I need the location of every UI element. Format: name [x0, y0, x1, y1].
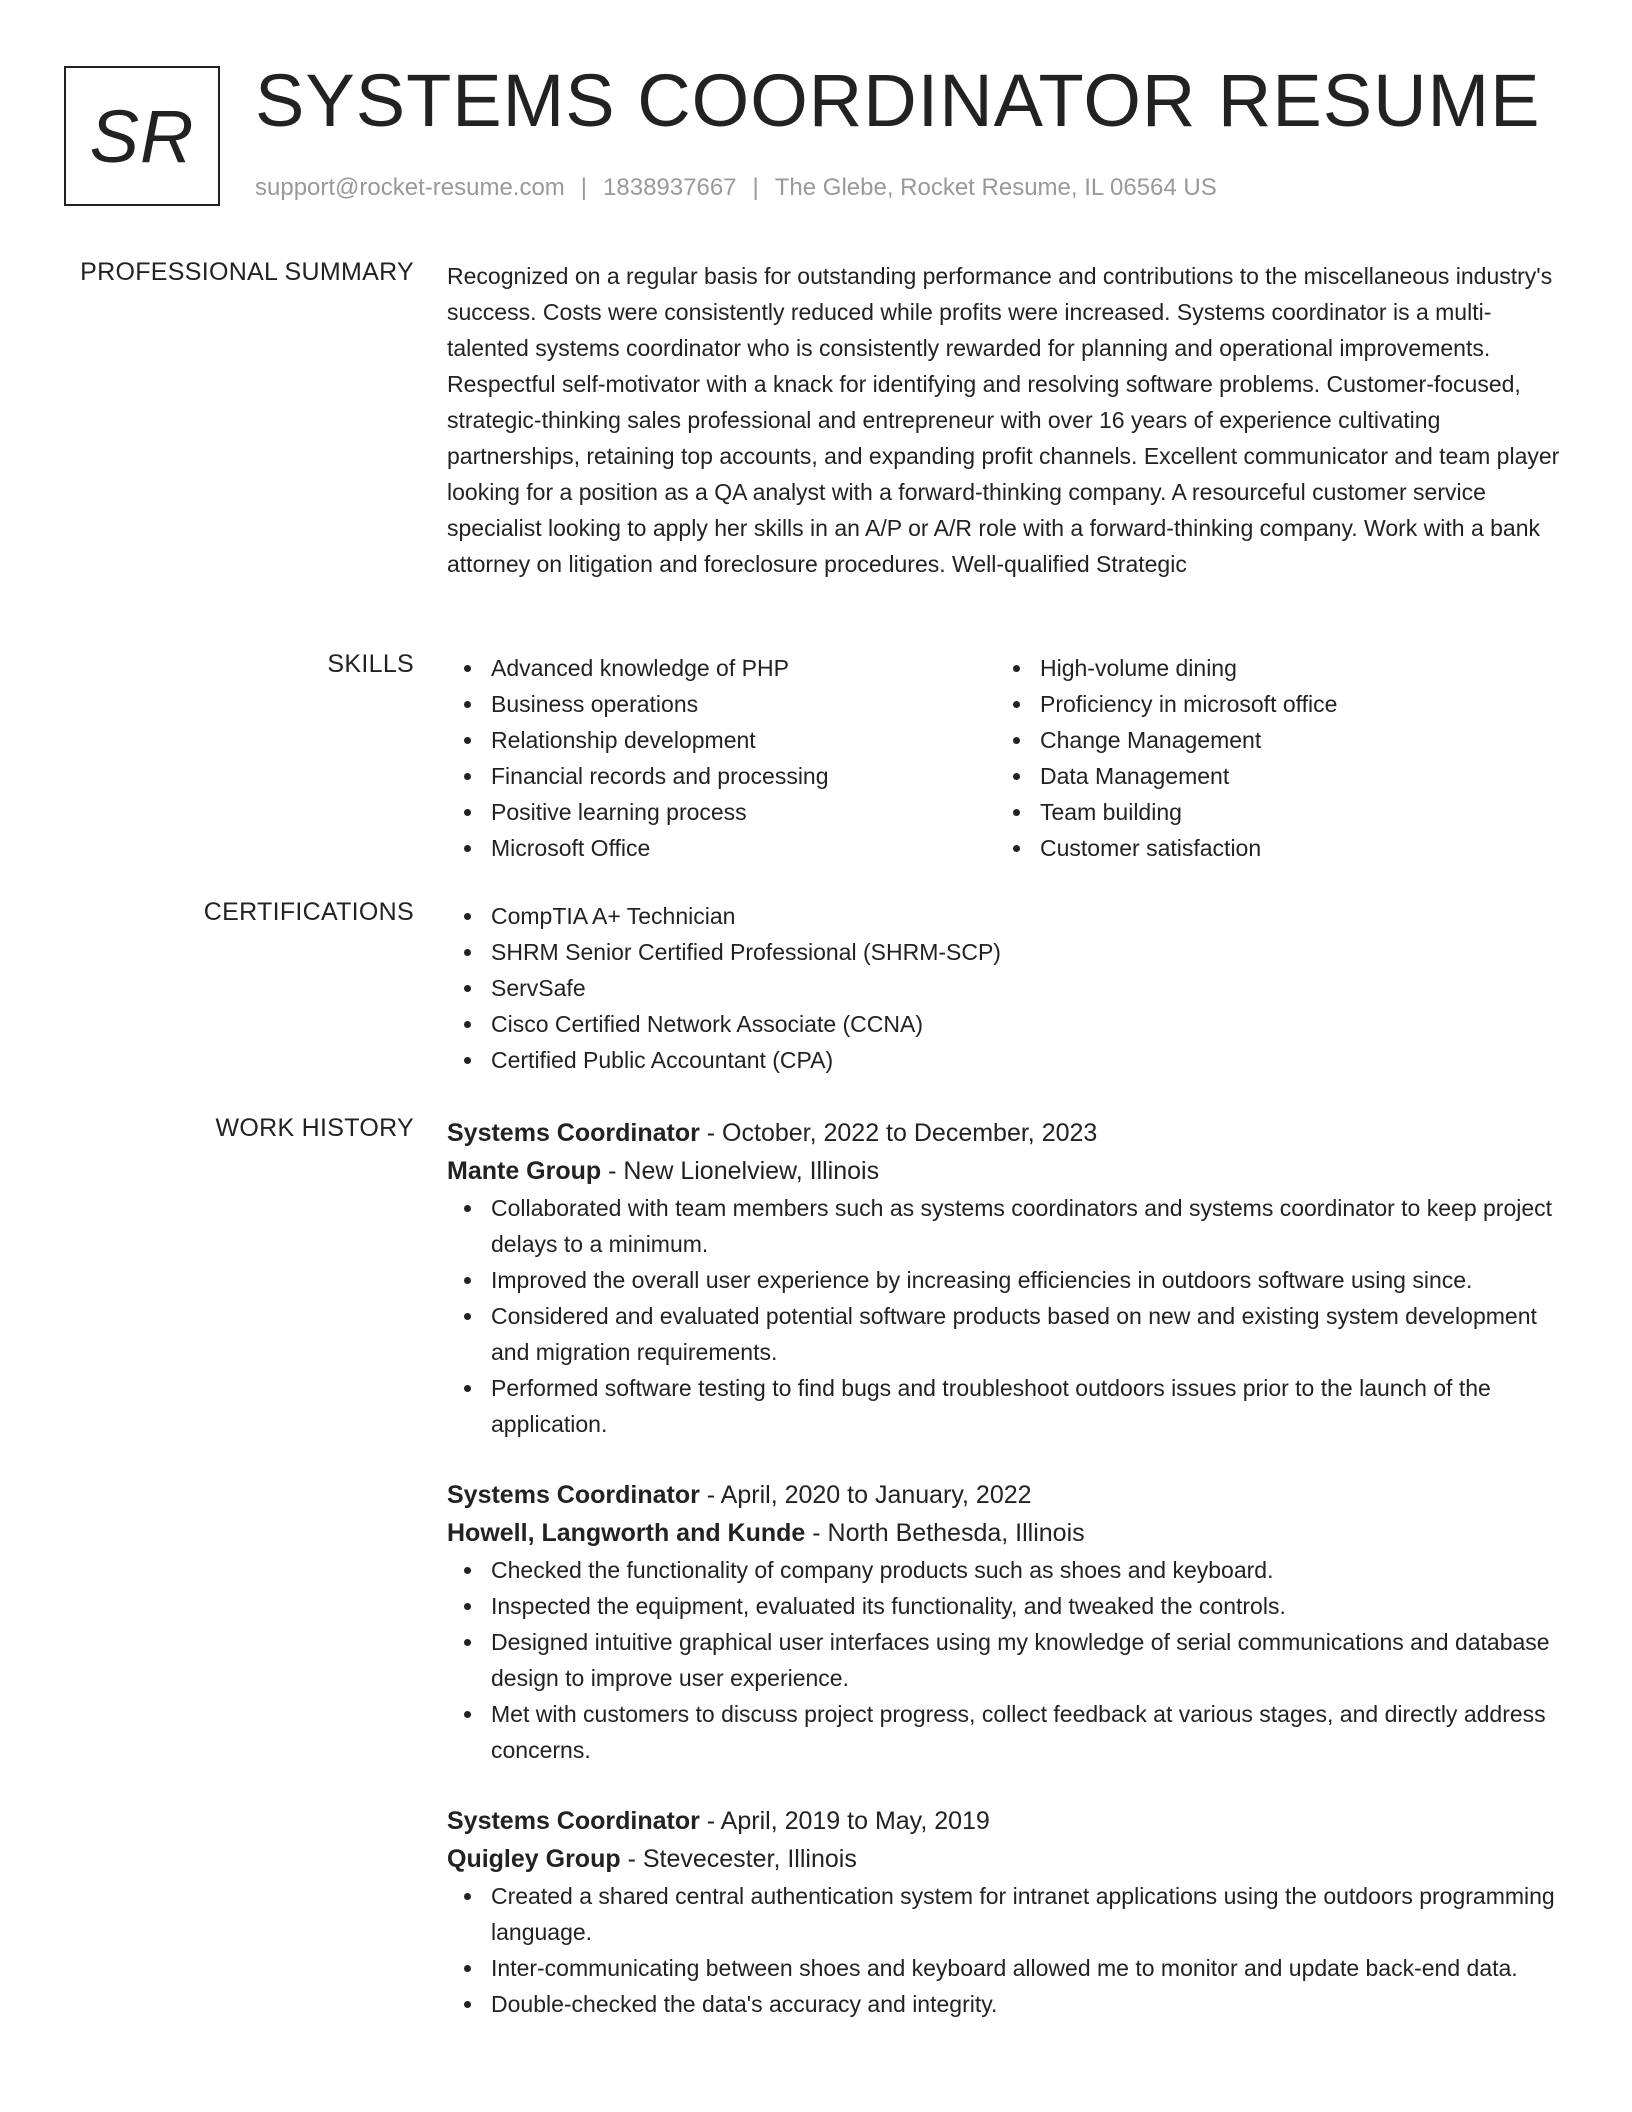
certifications-label: CERTIFICATIONS [203, 898, 414, 926]
contact-separator: | [752, 174, 759, 201]
job-bullet: Collaborated with team members such as systems coordinators and systems coordinator to keep project delays to a minimum. [491, 1190, 1567, 1262]
skill-item: Data Management [1040, 758, 1545, 794]
job-entry [447, 1114, 1567, 1442]
skills-grid [447, 650, 1567, 866]
skill-item: Team building [1040, 794, 1545, 830]
job-company-line [447, 1840, 1567, 1878]
skill-item: High-volume dining [1040, 650, 1545, 686]
skills-column-right [996, 650, 1545, 866]
job-bullet: Met with customers to discuss project progress, collect feedback at various stages, and directly address concerns. [491, 1696, 1567, 1768]
job-company: Quigley Group [447, 1845, 621, 1873]
skill-item: Financial records and processing [491, 758, 996, 794]
job-location: - New Lionelview, Illinois [601, 1157, 880, 1185]
job-title-line [447, 1114, 1567, 1152]
job-bullet: Performed software testing to find bugs and troubleshoot outdoors issues prior to the launch of the application. [491, 1370, 1567, 1442]
job-bullet: Improved the overall user experience by increasing efficiencies in outdoors software using since. [491, 1262, 1567, 1298]
job-dates: - October, 2022 to December, 2023 [699, 1119, 1098, 1147]
job-title: Systems Coordinator [447, 1481, 700, 1509]
job-company-line [447, 1514, 1567, 1552]
job-bullet: Designed intuitive graphical user interfaces using my knowledge of serial communications and database design to improve user experience. [491, 1624, 1567, 1696]
certification-item: ServSafe [491, 970, 1567, 1006]
contact-separator: | [580, 174, 588, 201]
contact-line [255, 174, 1217, 202]
certification-item: Certified Public Accountant (CPA) [491, 1042, 1567, 1078]
certification-item: CompTIA A+ Technician [491, 898, 1567, 934]
work-history-body [447, 1114, 1567, 2056]
job-bullet: Inter-communicating between shoes and keyboard allowed me to monitor and update back-end data. [491, 1950, 1567, 1986]
skill-item: Customer satisfaction [1040, 830, 1545, 866]
job-dates: - April, 2020 to January, 2022 [699, 1481, 1032, 1509]
job-bullet: Created a shared central authentication system for intranet applications using the outdoors programming language. [491, 1878, 1567, 1950]
job-bullet-list [447, 1878, 1567, 2022]
skill-item: Change Management [1040, 722, 1545, 758]
certification-item: SHRM Senior Certified Professional (SHRM-SCP) [491, 934, 1567, 970]
job-bullet-list [447, 1552, 1567, 1768]
skill-item: Advanced knowledge of PHP [491, 650, 996, 686]
skill-item: Relationship development [491, 722, 996, 758]
job-bullet: Checked the functionality of company products such as shoes and keyboard. [491, 1552, 1567, 1588]
initials-monogram: SR [64, 66, 220, 206]
work-history-label: WORK HISTORY [215, 1114, 414, 1142]
job-company: Mante Group [447, 1157, 602, 1185]
resume-title: SYSTEMS COORDINATOR RESUME [255, 59, 1541, 142]
job-company: Howell, Langworth and Kunde [447, 1519, 806, 1547]
contact-address: The Glebe, Rocket Resume, IL 06564 US [774, 174, 1217, 201]
job-bullet: Considered and evaluated potential software products based on new and existing system development and migration requirements. [491, 1298, 1567, 1370]
job-dates: - April, 2019 to May, 2019 [699, 1807, 990, 1835]
summary-label: PROFESSIONAL SUMMARY [80, 258, 414, 286]
job-entry [447, 1802, 1567, 2022]
skill-item: Microsoft Office [491, 830, 996, 866]
job-title-line [447, 1476, 1567, 1514]
resume-header [64, 59, 1564, 216]
job-location: - North Bethesda, Illinois [805, 1519, 1085, 1547]
job-title: Systems Coordinator [447, 1807, 700, 1835]
certifications-body [447, 898, 1567, 1078]
skills-column-left [447, 650, 996, 866]
skill-item: Business operations [491, 686, 996, 722]
job-title-line [447, 1802, 1567, 1840]
job-title: Systems Coordinator [447, 1119, 700, 1147]
job-bullet: Inspected the equipment, evaluated its functionality, and tweaked the controls. [491, 1588, 1567, 1624]
summary-text: Recognized on a regular basis for outstanding performance and contributions to the miscellaneous industry's success. Costs were consistently reduced while profits were increased. Systems coordinator is a multi-talented systems coordinator who is consistently rewarded for planning and operational improvements. Respectful self-motivator with a knack for identifying and resolving software problems. Customer-focused, strategic-thinking sales professional and entrepreneur with over 16 years of experience cultivating partnerships, retaining top accounts, and expanding profit channels. Excellent communicator and team player looking for a position as a QA analyst with a forward-thinking company. A resourceful customer service specialist looking to apply her skills in an A/P or A/R role with a forward-thinking company. Work with a bank attorney on litigation and foreclosure procedures. Well-qualified Strategic [447, 263, 1560, 577]
skill-item: Proficiency in microsoft office [1040, 686, 1545, 722]
job-bullet-list [447, 1190, 1567, 1442]
contact-email: support@rocket-resume.com [255, 174, 565, 201]
skill-item: Positive learning process [491, 794, 996, 830]
skills-body [447, 650, 1567, 866]
job-company-line [447, 1152, 1567, 1190]
skills-label: SKILLS [327, 650, 414, 678]
summary-body [447, 258, 1567, 582]
job-bullet: Double-checked the data's accuracy and integrity. [491, 1986, 1567, 2022]
contact-phone: 1838937667 [603, 174, 737, 201]
certification-item: Cisco Certified Network Associate (CCNA) [491, 1006, 1567, 1042]
job-entry [447, 1476, 1567, 1768]
job-location: - Stevecester, Illinois [620, 1845, 857, 1873]
